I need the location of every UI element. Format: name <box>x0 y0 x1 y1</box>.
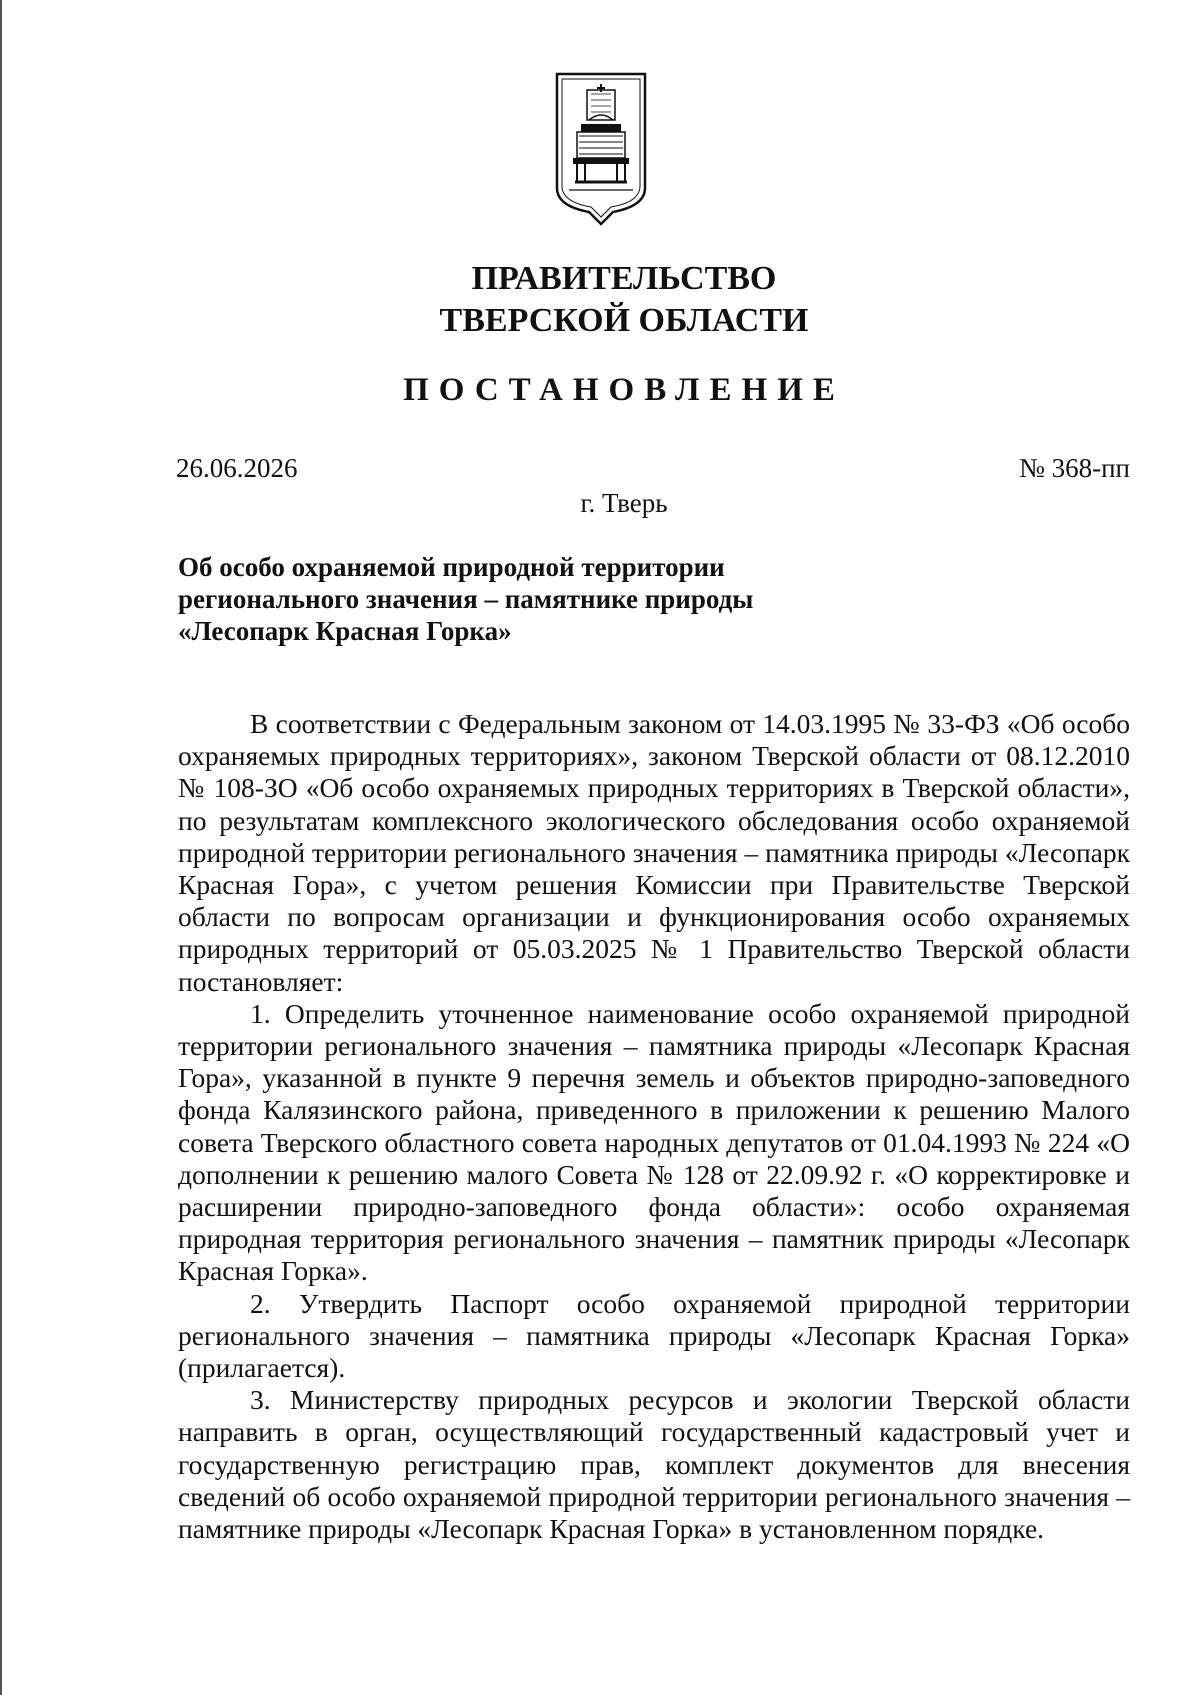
title-line-2: регионального значения – памятнике природы <box>178 584 754 614</box>
document-type: ПОСТАНОВЛЕНИЕ <box>403 372 845 408</box>
document-body <box>178 708 1130 1545</box>
tver-coat-of-arms-icon <box>553 70 649 226</box>
title-line-1: Об особо охраняемой природной территории <box>178 552 725 582</box>
paragraph-preamble: В соответствии с Федеральным законом от 14.03.1995 № 33-ФЗ «Об особо охраняемых природных территориях», законом Тверской области от 08.12.2010 № 108-ЗО «Об особо охраняемых природных территориях в Тверской области», по результатам комплексного экологического обследования особо охраняемой природной территории регионального значения – памятника природы «Лесопарк Красная Гора», с учетом решения Комиссии при Правительстве Тверской области по вопросам организации и функционирования особо охраняемых природных территорий от 05.03.2025 № 1 Правительство Тверской области постановляет: <box>178 708 1130 997</box>
paragraph-item-2: 2. Утвердить Паспорт особо охраняемой природной территории регионального значения – памятника природы «Лесопарк Красная Горка» (прилагается). <box>178 1287 1130 1384</box>
scan-edge <box>0 0 2 1695</box>
org-line-2: ТВЕРСКОЙ ОБЛАСТИ <box>439 302 809 339</box>
document-title <box>178 551 753 647</box>
org-line-1: ПРАВИТЕЛЬСТВО <box>471 260 777 297</box>
organization-name <box>0 258 1200 342</box>
document-city: г. Тверь <box>580 488 668 518</box>
paragraph-item-3: 3. Министерству природных ресурсов и экологии Тверской области направить в орган, осуществляющий государственный кадастровый учет и государственную регистрацию прав, комплект документов для внесения сведений об особо охраняемой природной территории регионального значения – памятнике природы «Лесопарк Красная Горка» в установленном порядке. <box>178 1384 1130 1545</box>
title-line-3: «Лесопарк Красная Горка» <box>178 616 512 646</box>
document-number: № 368-пп <box>1019 453 1130 483</box>
document-date: 26.06.2026 <box>176 453 298 483</box>
paragraph-item-1: 1. Определить уточненное наименование особо охраняемой природной территории регионального значения – памятника природы «Лесопарк Красная Гора», указанной в пункте 9 перечня земель и объектов природно-заповедного фонда Калязинского района, приведенного в приложении к решению Малого совета Тверского областного совета народных депутатов от 01.04.1993 № 224 «О дополнении к решению малого Совета № 128 от 22.09.92 г. «О корректировке и расширении природно-заповедного фонда области»: особо охраняемая природная территория регионального значения – памятник природы «Лесопарк Красная Горка». <box>178 997 1130 1287</box>
